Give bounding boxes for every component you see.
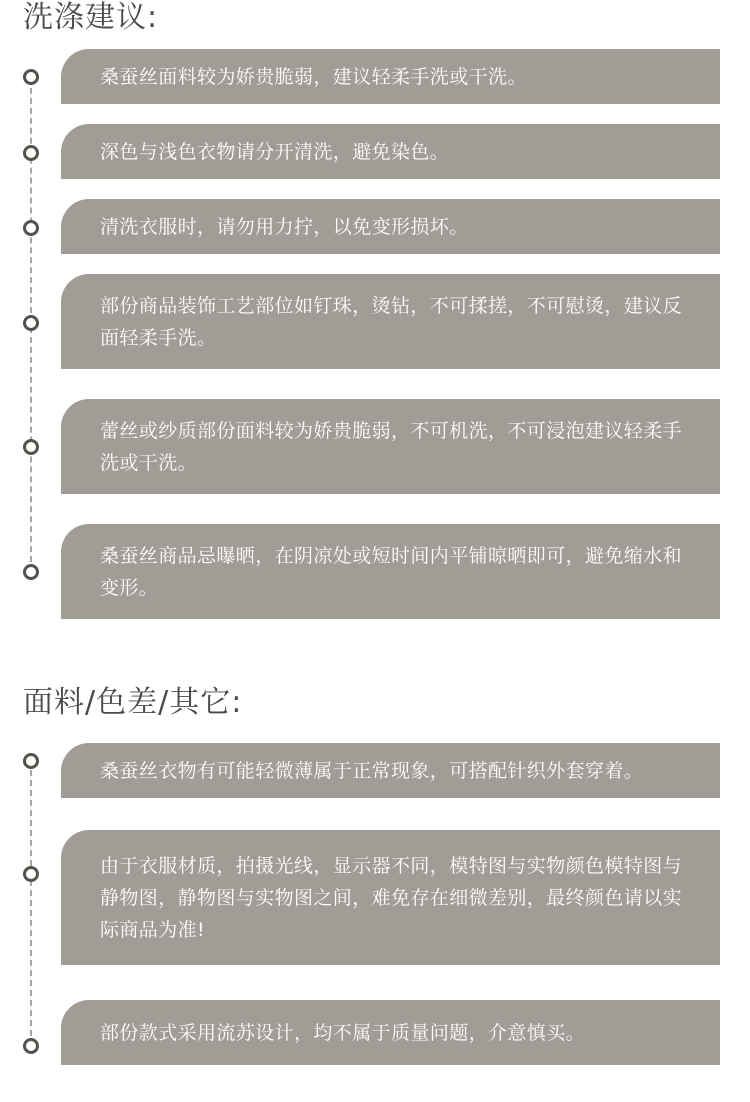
timeline-line-fabric <box>30 760 32 1046</box>
care-tip-card <box>61 124 720 179</box>
care-tip-card <box>61 199 720 254</box>
timeline-node-icon <box>23 69 39 85</box>
care-tip-card <box>61 524 720 619</box>
section-title-fabric: 面料/色差/其它: <box>23 685 243 720</box>
fabric-note-card <box>61 1000 720 1065</box>
fabric-note-text: 由于衣服材质，拍摄光线，显示器不同，模特图与实物颜色模特图与静物图，静物图与实物图之间，难免存在细微差别，最终颜色请以实际商品为准! <box>100 854 683 941</box>
timeline-node-icon <box>23 145 39 161</box>
fabric-note-card <box>61 830 720 965</box>
care-tip-text: 清洗衣服时，请勿用力拧，以免变形损坏。 <box>100 215 469 238</box>
care-tip-text: 桑蚕丝面料较为娇贵脆弱，建议轻柔手洗或干洗。 <box>100 65 527 88</box>
timeline-node-icon <box>23 439 39 455</box>
care-tip-text: 桑蚕丝商品忌曝晒，在阴凉处或短时间内平铺晾晒即可，避免缩水和变形。 <box>100 544 683 599</box>
timeline-node-icon <box>23 753 39 769</box>
timeline-node-icon <box>23 564 39 580</box>
timeline-node-icon <box>23 1038 39 1054</box>
timeline-node-icon <box>23 315 39 331</box>
care-tip-text: 深色与浅色衣物请分开清洗，避免染色。 <box>100 140 450 163</box>
section-title-washing: 洗涤建议: <box>23 0 159 35</box>
care-tip-card <box>61 49 720 104</box>
care-tip-text: 蕾丝或纱质部份面料较为娇贵脆弱，不可机洗，不可浸泡建议轻柔手洗或干洗。 <box>100 419 683 474</box>
timeline-node-icon <box>23 220 39 236</box>
fabric-note-card <box>61 743 720 798</box>
care-tip-card <box>61 274 720 369</box>
fabric-note-text: 桑蚕丝衣物有可能轻微薄属于正常现象，可搭配针织外套穿着。 <box>100 759 644 782</box>
timeline-node-icon <box>23 866 39 882</box>
care-tip-text: 部份商品装饰工艺部位如钉珠，烫钻，不可揉搓，不可慰烫，建议反面轻柔手洗。 <box>100 294 683 349</box>
care-tip-card <box>61 399 720 494</box>
fabric-note-text: 部份款式采用流苏设计，均不属于质量问题，介意慎买。 <box>100 1021 586 1044</box>
